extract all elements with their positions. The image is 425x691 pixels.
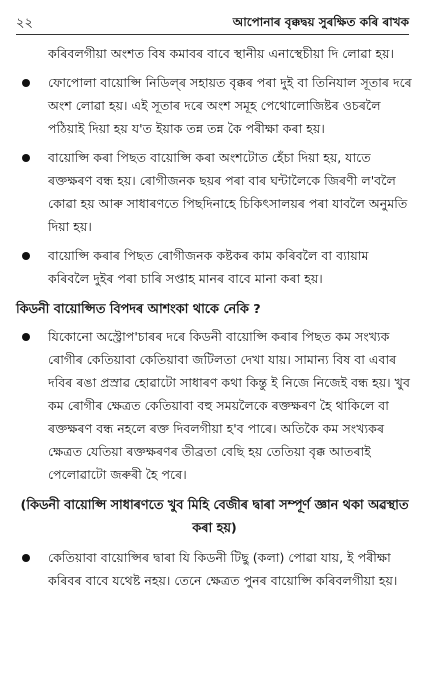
page-header [16, 14, 409, 35]
bullet-item [16, 146, 413, 238]
bullet-text: ফোপোলা বায়োপ্সি নিডিল্‌ৰ সহায়ত বৃক্কৰ পৰা দুই বা তিনিযাল সূতাৰ দৰে অংশ লোৱা হয়। এই সূতাৰ দৰে অংশ সমূহ পেথোলোজিষ্টৰ ওচৰলৈ পঠিয়াই দিয়া হয় য'ত ইয়াক তন্ন তন্ন কৈ পৰীক্ষা কৰা হয়। [48, 75, 412, 136]
intro-paragraph: কৰিবলগীয়া অংশত বিষ কমাবৰ বাবে স্থানীয় এনাস্থেচীয়া দি লোৱা হয়। [48, 46, 394, 61]
bullet-icon [22, 333, 30, 341]
bullet-text: যিকোনো অস্ট্ৰোপ'চাৰৰ দৰে কিডনী বায়োপ্সি কৰাৰ পিছত কম সংখ্যক ৰোগীৰ কেতিয়াবা কেতিয়াবা জটিলতা দেখা যায়। সামান্য বিষ বা এবাৰ দবিৰ ৰঙা প্ৰস্ৰাৱ হোৱাটো সাধাৰণ কথা কিন্তু ই নিজে নিজেই বন্ধ হয়। খুব কম ৰোগীৰ ক্ষেত্ৰত কেতিয়াবা বহু সময়লৈকে ৰক্তক্ষৰণ হৈ থাকিলে বা ৰক্তক্ষৰণ বন্ধ নহলে ৰক্ত দিবলগীয়া হ'ব পাৰে। অতিকৈ কম সংখ্যকৰ ক্ষেত্ৰত যেতিয়া ৰক্তক্ষৰণৰ তীব্ৰতা বেছি হয় তেতিয়া বৃক্ক আতৰাই পেলোৱাটো জৰুৰী হৈ পৰে। [48, 329, 410, 482]
bullet-text: কেতিয়াবা বায়োপ্সিৰ দ্বাৰা যি কিডনী টিছু (কলা) পোৱা যায়, ই পৰীক্ষা কৰিবৰ বাবে যথেষ্ট নহয়। তেনে ক্ষেত্ৰত পুনৰ বায়োপ্সি কৰিবলগীয়া হয়। [48, 550, 398, 588]
section-heading: কিডনী বায়োপ্সিত বিপদৰ আশংকা থাকে নেকি ? [16, 302, 261, 317]
page-body [16, 42, 413, 592]
bullet-text: বায়োপ্সি কৰাৰ পিছত ৰোগীজনক কষ্টকৰ কাম কৰিবলৈ বা ব্যায়াম কৰিবলৈ দুইৰ পৰা চাৰি সপ্তাহ মানৰ বাবে মানা কৰা হয়। [48, 248, 369, 286]
bullet-icon [22, 154, 30, 162]
bullet-icon [22, 554, 30, 562]
bullet-icon [22, 252, 30, 260]
bullet-item [16, 546, 413, 592]
page-number: ২২ [16, 16, 33, 31]
callout-heading: (কিডনী বায়োপ্সি সাধাৰণতে খুব মিহি বেজীৰ দ্বাৰা সম্পূৰ্ণ জ্ঞান থকা অৱস্থাত কৰা হয়) [20, 498, 409, 536]
running-title: আপোনাৰ বৃক্কদ্বয় সুৰক্ষিত কৰি ৰাখক [232, 15, 409, 29]
bullet-icon [22, 79, 30, 87]
bullet-text: বায়োপ্সি কৰা পিছত বায়োপ্সি কৰা অংশটোত হেঁচা দিয়া হয়, যাতে ৰক্তক্ষৰণ বন্ধ হয়। ৰোগীজনক ছয়ৰ পৰা বাৰ ঘন্টালৈকে জিৰণী ল'বলৈ কোৱা হয় আৰু সাধাৰণতে পিছদিনাহে চিকিৎসালয়ৰ পৰা যাবলৈ অনুমতি দিয়া হয়। [48, 150, 408, 234]
bullet-item [16, 325, 413, 486]
bullet-item [16, 244, 413, 290]
bullet-item [16, 71, 413, 140]
